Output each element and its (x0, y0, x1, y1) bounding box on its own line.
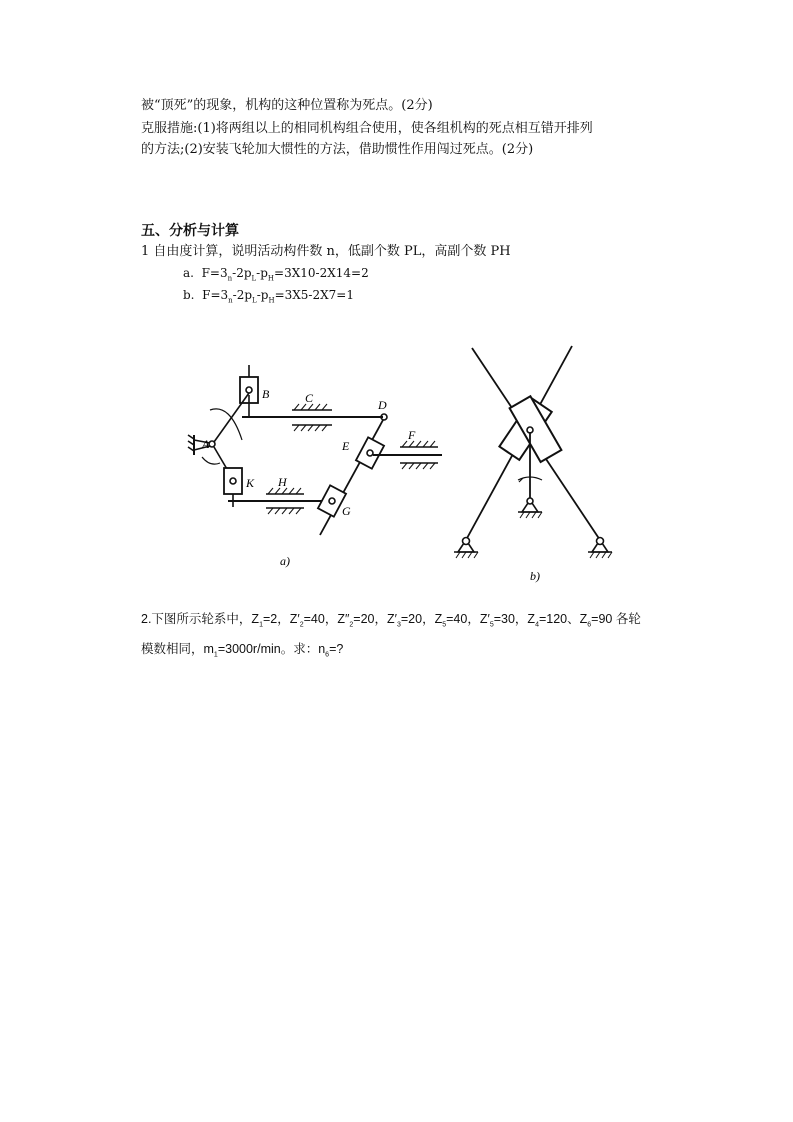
label-b: B (262, 387, 270, 401)
q1-prompt: 1 自由度计算，说明活动构件数 n，低副个数 PL，高副个数 PH (141, 244, 511, 259)
mechanism-figure-a (180, 355, 455, 580)
label-g: G (342, 504, 351, 518)
label-e: E (342, 439, 350, 453)
q2-line-1: 2.下图所示轮系中，$Z_1=2$，$Z'_2=40$，$Z''_2=20$，$Z'_3=20$，$Z_5=40$，$Z'_5=30$，$Z_4=120$、$Z_6=90$ 各轮 (141, 612, 641, 629)
label-k: K (246, 476, 255, 490)
q1-answer-a: a. $F=3_n-2p_L-p_H=3X10-2X14=2$ (183, 266, 369, 283)
q1-answer-b: b. $F=3_n-2p_L-p_H=3X5-2X7=1$ (183, 288, 354, 305)
paragraph-dead-point: 被“顶死”的现象，机构的这种位置称为死点。(2分) (141, 98, 433, 113)
label-a: A (202, 437, 210, 451)
label-h: H (278, 475, 287, 489)
caption-a: a) (280, 554, 290, 568)
label-d: D (378, 398, 387, 412)
q2-line-2: 模数相同，$m_1=3000r/\min$。求：$n_6=$? (141, 642, 344, 659)
label-c: C (305, 391, 314, 405)
section-heading: 五、分析与计算 (141, 223, 239, 239)
paragraph-measures-1: 克服措施:(1)将两组以上的相同机构组合使用，使各组机构的死点相互错开排列 (141, 121, 593, 136)
mechanism-figure-b (440, 340, 620, 585)
paragraph-measures-2: 的方法;(2)安装飞轮加大惯性的方法，借助惯性作用闯过死点。(2分) (141, 142, 534, 157)
caption-b: b) (530, 569, 540, 583)
label-f: F (408, 428, 416, 442)
